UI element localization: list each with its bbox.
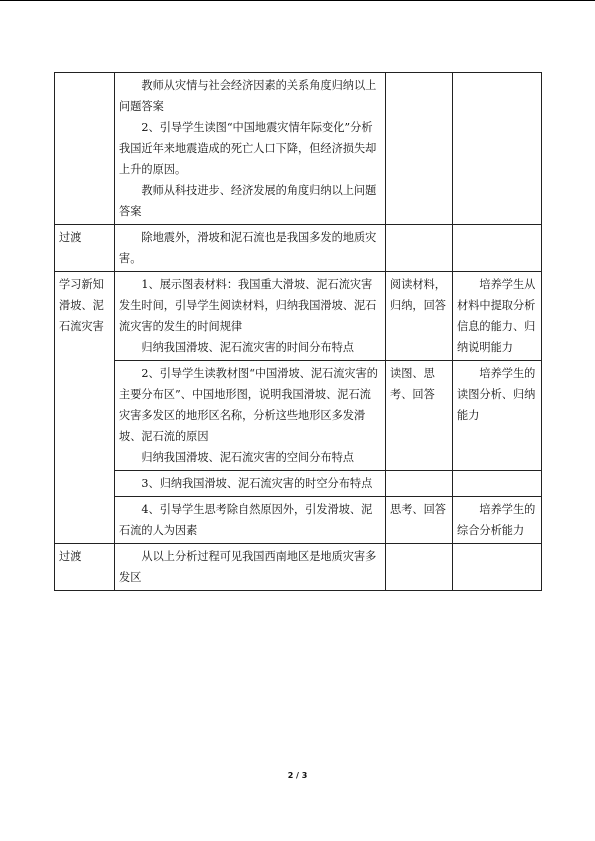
lesson-plan-table: [54, 72, 542, 591]
student-activity-cell: 读图、思考、回答: [386, 361, 453, 471]
section-cell: 学习新知滑坡、泥石流灾害: [55, 272, 115, 544]
page-number: 2 / 3: [287, 771, 308, 780]
content-paragraph: 教师从灾情与社会经济因素的关系角度归纳以上问题答案: [119, 79, 377, 113]
design-goal-cell: [453, 471, 542, 497]
table-row: [55, 225, 542, 272]
student-activity-cell: [386, 544, 453, 591]
table-row: [55, 544, 542, 591]
content-paragraph: 从以上分析过程可见我国西南地区是地质灾害多发区: [119, 550, 377, 584]
content-paragraph: 1、展示图表材料：我国重大滑坡、泥石流灾害发生时间，引导学生阅读材料，归纳我国滑坡、泥石流灾害的发生的时间规律: [119, 278, 377, 333]
content-cell: [115, 272, 386, 361]
content-paragraph: 归纳我国滑坡、泥石流灾害的空间分布特点: [141, 451, 354, 464]
section-cell: 过渡: [55, 544, 115, 591]
content-cell: [115, 544, 386, 591]
content-cell: [115, 361, 386, 471]
student-activity-cell: [386, 225, 453, 272]
content-paragraph: 除地震外，滑坡和泥石流也是我国多发的地质灾害。: [119, 231, 377, 265]
content-paragraph: 2、引导学生读图“中国地震灾情年际变化”分析我国近年来地震造成的死亡人口下降，但经济损失却上升的原因。: [119, 121, 377, 176]
design-goal-cell: [453, 544, 542, 591]
design-goal-cell: [453, 225, 542, 272]
content-paragraph: 3、归纳我国滑坡、泥石流灾害的时空分布特点: [141, 477, 373, 490]
student-activity-cell: [386, 73, 453, 225]
section-cell: 过渡: [55, 225, 115, 272]
content-paragraph: 归纳我国滑坡、泥石流灾害的时间分布特点: [141, 341, 354, 354]
design-goal-cell: 培养学生的综合分析能力: [453, 497, 542, 544]
content-paragraph: 4、引导学生思考除自然原因外，引发滑坡、泥石流的人为因素: [119, 503, 373, 537]
table-row: [55, 73, 542, 225]
content-cell: [115, 225, 386, 272]
section-cell: [55, 73, 115, 225]
design-goal-cell: 培养学生的读图分析、归纳能力: [453, 361, 542, 471]
content-paragraph: 教师从科技进步、经济发展的角度归纳以上问题答案: [119, 184, 377, 218]
content-paragraph: 2、引导学生读教材图“中国滑坡、泥石流灾害的主要分布区”、中国地形图，说明我国滑坡、泥石流灾害多发区的地形区名称，分析这些地形区多发滑坡、泥石流的原因: [119, 367, 378, 443]
design-goal-cell: 培养学生从材料中提取分析信息的能力、归纳说明能力: [453, 272, 542, 361]
content-cell: [115, 497, 386, 544]
table-row: [55, 361, 542, 471]
header-rule: [0, 0, 595, 1]
table-row: [55, 471, 542, 497]
student-activity-cell: 阅读材料，归纳，回答: [386, 272, 453, 361]
design-goal-cell: [453, 73, 542, 225]
table-row: [55, 497, 542, 544]
student-activity-cell: [386, 471, 453, 497]
content-cell: [115, 73, 386, 225]
content-cell: [115, 471, 386, 497]
table-row: [55, 272, 542, 361]
student-activity-cell: 思考、回答: [386, 497, 453, 544]
